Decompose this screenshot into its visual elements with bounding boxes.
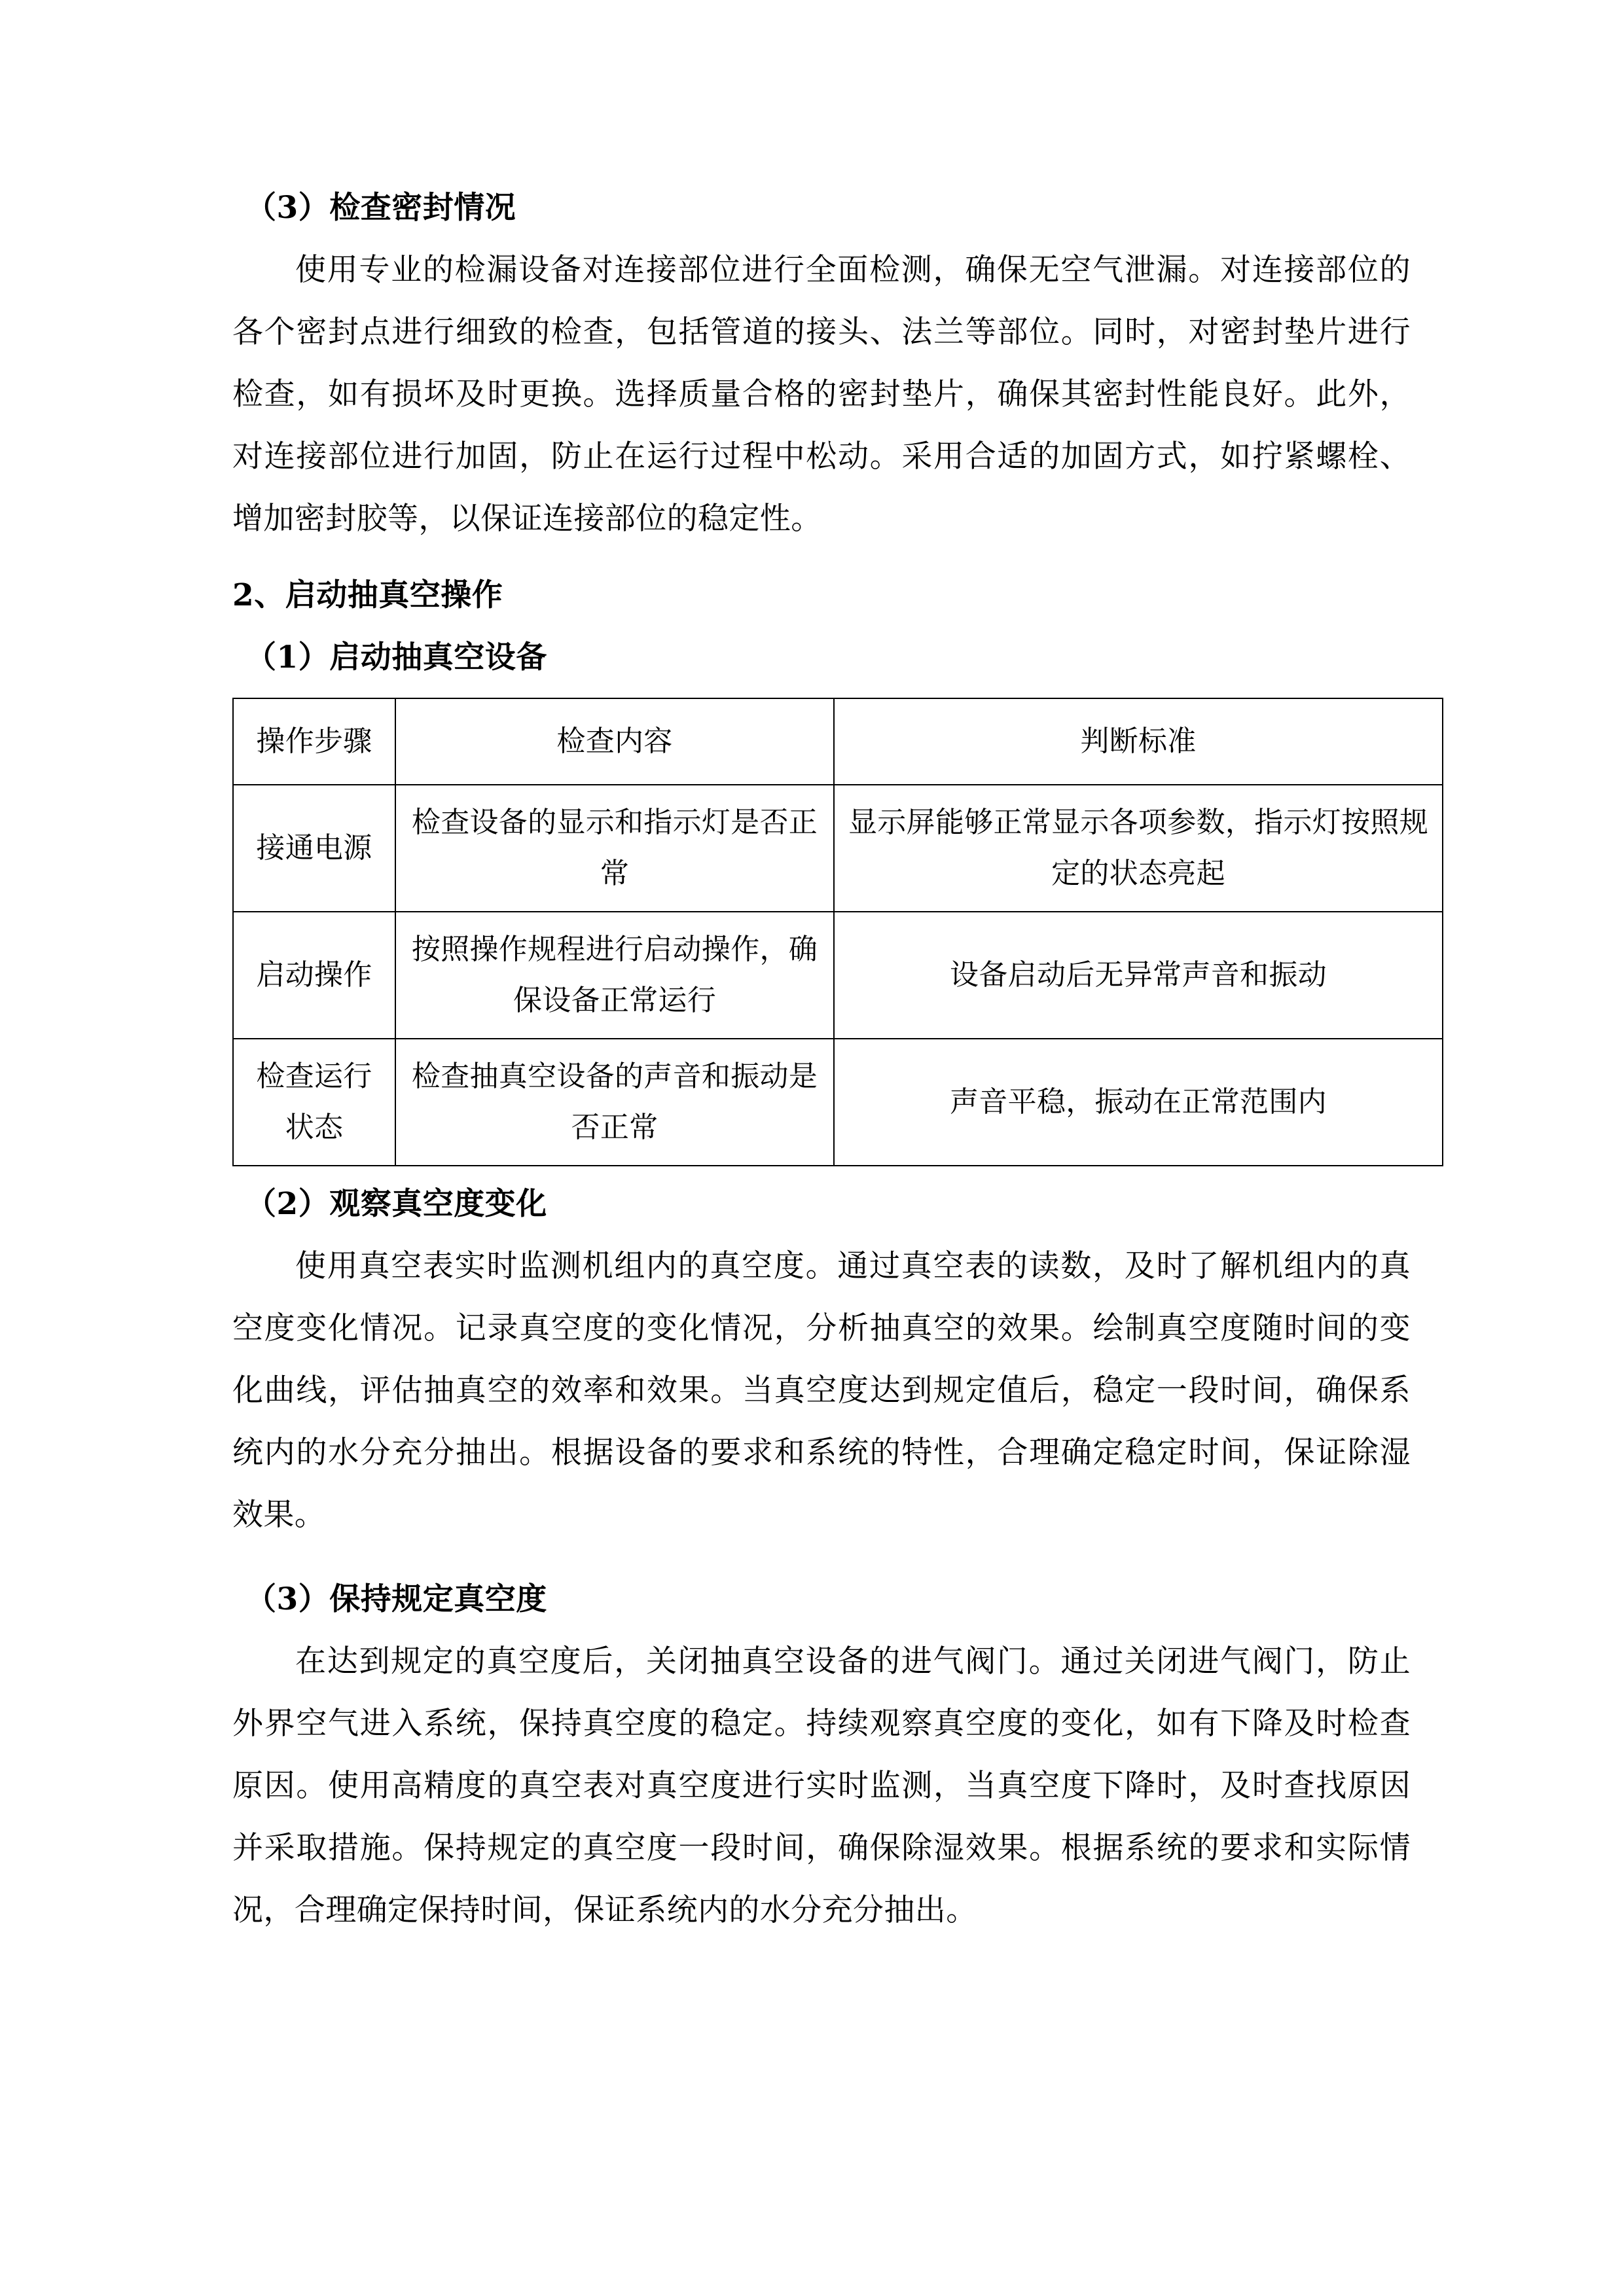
heading-start-vacuum: 2、启动抽真空操作 <box>232 577 503 613</box>
heading-start-equipment: （1）启动抽真空设备 <box>245 639 547 675</box>
table-cell-standard: 声音平稳，振动在正常范围内 <box>834 1039 1443 1166</box>
table-cell-step: 启动操作 <box>233 912 395 1039</box>
table-header-content: 检查内容 <box>395 698 834 785</box>
table-cell-content: 检查设备的显示和指示灯是否正常 <box>395 785 834 912</box>
heading-keep-vacuum: （3）保持规定真空度 <box>245 1581 547 1617</box>
startup-check-table <box>232 698 1443 1166</box>
table-cell-standard: 设备启动后无异常声音和振动 <box>834 912 1443 1039</box>
table-row <box>233 785 1443 912</box>
table-cell-content: 按照操作规程进行启动操作，确保设备正常运行 <box>395 912 834 1039</box>
heading-check-seal: （3）检查密封情况 <box>245 190 516 226</box>
paragraph-keep-vacuum: 在达到规定的真空度后，关闭抽真空设备的进气阀门。通过关闭进气阀门，防止外界空气进入系统，保持真空度的稳定。持续观察真空度的变化，如有下降及时检查原因。使用高精度的真空表对真空度进行实时监测，当真空度下降时，及时查找原因并采取措施。保持规定的真空度一段时间，确保除湿效果。根据系统的要求和实际情况，合理确定保持时间，保证系统内的水分充分抽出。 <box>232 1643 1411 1928</box>
paragraph-observe-vacuum: 使用真空表实时监测机组内的真空度。通过真空表的读数，及时了解机组内的真空度变化情况。记录真空度的变化情况，分析抽真空的效果。绘制真空度随时间的变化曲线，评估抽真空的效率和效果。当真空度达到规定值后，稳定一段时间，确保系统内的水分充分抽出。根据设备的要求和系统的特性，合理确定稳定时间，保证除湿效果。 <box>232 1248 1411 1533</box>
table-header-step: 操作步骤 <box>233 698 395 785</box>
spacer <box>232 550 1411 564</box>
table-header-standard: 判断标准 <box>834 698 1443 785</box>
spacer <box>232 1546 1411 1568</box>
table-row <box>233 912 1443 1039</box>
table-header-row <box>233 698 1443 785</box>
table-cell-step: 检查运行状态 <box>233 1039 395 1166</box>
document-content <box>232 177 1428 1941</box>
table-row <box>233 1039 1443 1166</box>
table-cell-content: 检查抽真空设备的声音和振动是否正常 <box>395 1039 834 1166</box>
table-cell-standard: 显示屏能够正常显示各项参数，指示灯按照规定的状态亮起 <box>834 785 1443 912</box>
table-cell-step: 接通电源 <box>233 785 395 912</box>
heading-observe-vacuum: （2）观察真空度变化 <box>245 1186 547 1222</box>
paragraph-check-seal: 使用专业的检漏设备对连接部位进行全面检测，确保无空气泄漏。对连接部位的各个密封点进行细致的检查，包括管道的接头、法兰等部位。同时，对密封垫片进行检查，如有损坏及时更换。选择质量合格的密封垫片，确保其密封性能良好。此外，对连接部位进行加固，防止在运行过程中松动。采用合适的加固方式，如拧紧螺栓、增加密封胶等，以保证连接部位的稳定性。 <box>232 252 1411 537</box>
